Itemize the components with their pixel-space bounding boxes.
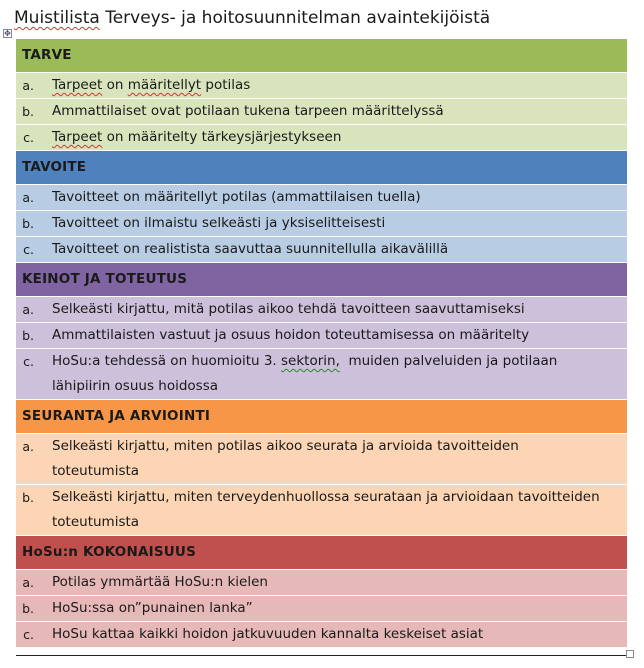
list-item: [16, 185, 627, 211]
item-text: [52, 125, 627, 150]
list-item: [16, 570, 627, 596]
table-bottom-border: [16, 655, 627, 656]
list-item: [16, 622, 627, 648]
item-letter: c.: [23, 354, 34, 369]
section-heading: TAVOITE: [16, 151, 627, 185]
item-text-part: Tavoitteet on ilmaistu selkeästi ja yksiselitteisesti: [52, 215, 386, 231]
item-letter: c.: [23, 242, 34, 257]
list-item: [16, 73, 627, 99]
item-letter: a.: [22, 575, 34, 590]
item-text: [52, 434, 627, 484]
item-letter: b.: [22, 601, 34, 616]
item-text: [52, 237, 627, 262]
item-text: [52, 622, 627, 647]
item-text-line2: toteutumista: [52, 514, 140, 530]
item-text: [52, 349, 627, 399]
section-hosu: [16, 536, 627, 648]
item-letter: b.: [22, 216, 34, 231]
item-text-part: Ammattilaisten vastuut ja osuus hoidon toteuttamisessa on määritelty: [52, 327, 530, 343]
item-text-part: potilas: [201, 77, 251, 93]
list-item: [16, 125, 627, 151]
section-heading: TARVE: [16, 39, 627, 73]
list-item: [16, 237, 627, 263]
item-text: [52, 596, 627, 621]
section-heading: KEINOT JA TOTEUTUS: [16, 263, 627, 297]
item-text-part: Tarpeet: [52, 77, 103, 93]
list-item: [16, 485, 627, 536]
item-text: [52, 485, 627, 535]
list-item: [16, 99, 627, 125]
item-letter: a.: [22, 302, 34, 317]
item-text-part: muiden palveluiden ja potilaan: [339, 353, 558, 369]
item-letter: a.: [22, 439, 34, 454]
list-item: [16, 596, 627, 622]
item-text-part: on määritelty tärkeysjärjestykseen: [102, 129, 342, 145]
title-word-2: Terveys- ja hoitosuunnitelman: [99, 8, 367, 28]
item-text-line2: lähipiirin osuus hoidossa: [52, 378, 219, 394]
item-text-part: Ammattilaiset ovat potilaan tukena tarpeen määrittelyssä: [52, 103, 444, 119]
table-move-handle-icon[interactable]: ✥: [4, 29, 11, 38]
table-resize-handle-icon[interactable]: [626, 650, 634, 658]
item-text: [52, 297, 627, 322]
item-letter: c.: [23, 627, 34, 642]
list-item: [16, 434, 627, 485]
item-text-part: HoSu kattaa kaikki hoidon jatkuvuuden kannalta keskeiset asiat: [52, 626, 484, 642]
item-text-part: HoSu:a tehdessä on huomioitu 3.: [52, 353, 282, 369]
list-item: [16, 297, 627, 323]
list-item: [16, 211, 627, 237]
item-letter: a.: [22, 190, 34, 205]
item-letter: b.: [22, 104, 34, 119]
item-text-part: HoSu:ssa on”punainen lanka”: [52, 600, 253, 616]
section-seuranta: [16, 400, 627, 536]
item-text-part: Selkeästi kirjattu, miten potilas aikoo seurata ja arvioida tavoitteiden: [52, 438, 519, 454]
title-word-1: Muistilista: [14, 8, 100, 28]
item-text-part: sektorin,: [281, 353, 340, 369]
section-tarve: [16, 39, 627, 151]
section-tavoite: [16, 151, 627, 263]
list-item: [16, 323, 627, 349]
item-letter: c.: [23, 130, 34, 145]
document-title: [14, 6, 490, 30]
item-letter: b.: [22, 490, 34, 505]
title-word-3: avaintekijöistä: [366, 8, 491, 28]
item-letter: b.: [22, 328, 34, 343]
item-text: [52, 211, 627, 236]
list-item: [16, 349, 627, 400]
item-text-part: Tavoitteet on määritellyt potilas (ammattilaisen tuella): [52, 189, 421, 205]
item-text-part: Selkeästi kirjattu, mitä potilas aikoo tehdä tavoitteen saavuttamiseksi: [52, 301, 525, 317]
item-text-part: Potilas ymmärtää HoSu:n kielen: [52, 574, 268, 590]
item-text-part: on: [102, 77, 128, 93]
item-text: [52, 570, 627, 595]
section-heading: SEURANTA JA ARVIOINTI: [16, 400, 627, 434]
item-letter: a.: [22, 78, 34, 93]
item-text: [52, 323, 627, 348]
item-text-line2: toteutumista: [52, 463, 140, 479]
item-text-part: Selkeästi kirjattu, miten terveydenhuollossa seurataan ja arvioidaan tavoitteiden: [52, 489, 600, 505]
item-text: [52, 185, 627, 210]
item-text-part: Tavoitteet on realistista saavuttaa suunnitellulla aikavälillä: [52, 241, 449, 257]
item-text: [52, 99, 627, 124]
checklist-table: [16, 39, 627, 648]
item-text-part: Tarpeet: [52, 129, 103, 145]
item-text-part: määritellyt: [127, 77, 202, 93]
section-heading: HoSu:n KOKONAISUUS: [16, 536, 627, 570]
section-keinot: [16, 263, 627, 400]
item-text: [52, 73, 627, 98]
